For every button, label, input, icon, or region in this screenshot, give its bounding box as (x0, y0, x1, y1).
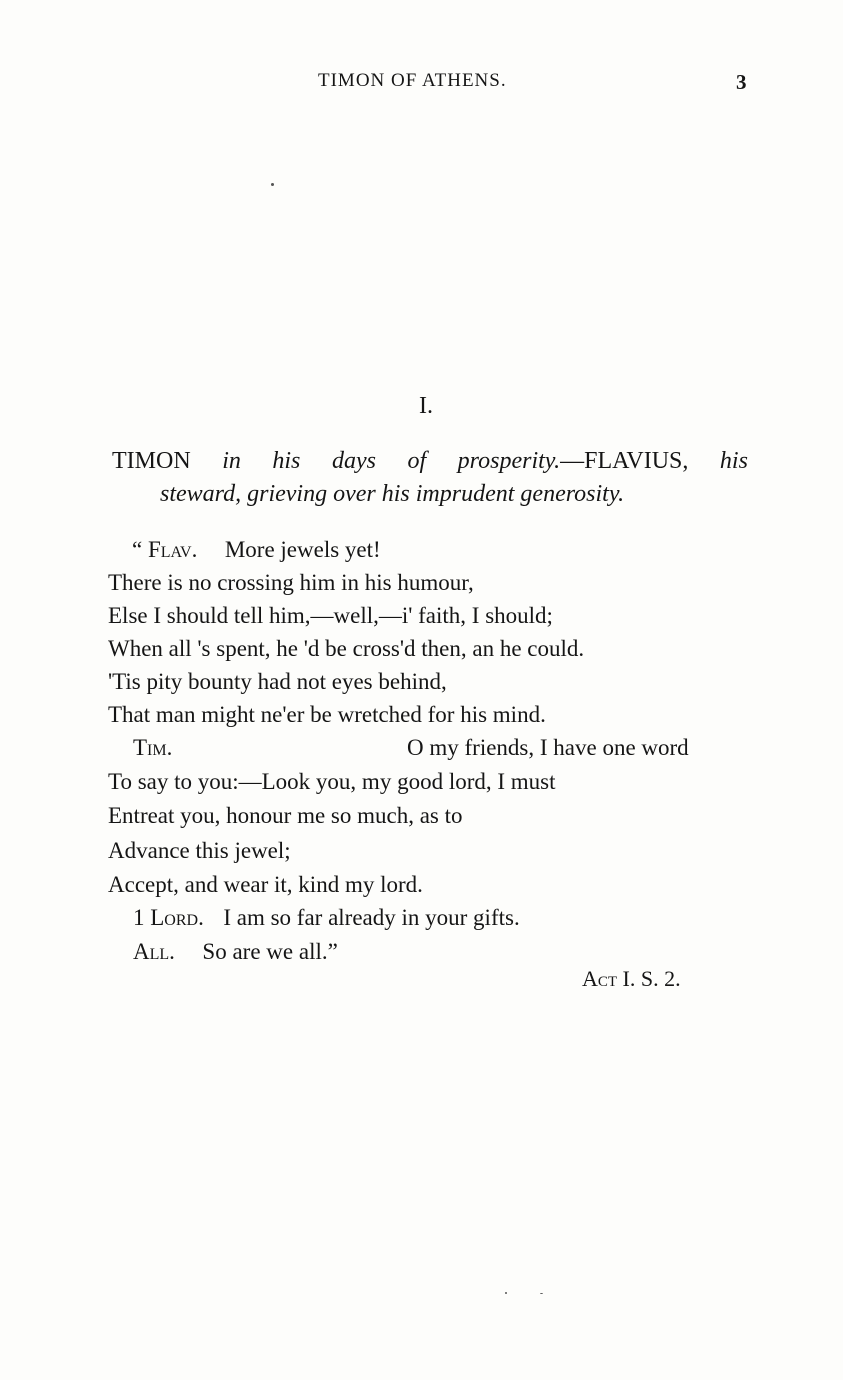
verse-line: There is no crossing him in his humour, (108, 570, 474, 595)
heading-word: prosperity. (457, 448, 561, 474)
speech-text: More jewels yet! (224, 537, 381, 562)
running-title: TIMON OF ATHENS. (318, 70, 507, 91)
verse-line (133, 905, 520, 931)
open-quote: “ (132, 537, 143, 562)
ink-speck (505, 1292, 507, 1294)
heading-word: his (272, 448, 301, 474)
heading-prosperity-flavius (458, 448, 689, 475)
ink-speck (271, 183, 274, 186)
page-number: 3 (736, 70, 748, 94)
verse-line: 'Tis pity bounty had not eyes behind, (108, 669, 447, 694)
speech-text: O my friends, I have one word (407, 735, 689, 760)
heading-name-flavius: —FLAVIUS, (560, 448, 689, 474)
heading-word: days (331, 448, 376, 474)
verse-line: To say to you:—Look you, my good lord, I must (108, 769, 556, 794)
section-numeral: I. (419, 393, 433, 419)
verse-line: Accept, and wear it, kind my lord. (108, 872, 423, 897)
heading-word: in (222, 448, 241, 474)
speaker-tim: Tim. (133, 735, 173, 760)
verse-line: Advance this jewel; (108, 838, 291, 863)
speaker-flav: Flav. (147, 537, 198, 562)
verse-line (132, 537, 381, 563)
verse-line: Else I should tell him,—well,—i' faith, I should; (108, 603, 553, 628)
verse-line: When all 's spent, he 'd be cross'd then, an he could. (108, 636, 585, 661)
verse-line: That man might ne'er be wretched for his mind. (108, 702, 546, 727)
speech-text: So are we all.” (202, 939, 338, 964)
speaker-first-lord: 1 Lord. (133, 905, 204, 930)
heading-word: his (719, 448, 748, 474)
ink-speck (540, 1293, 543, 1294)
heading-name-timon: TIMON (112, 448, 191, 474)
speech-text: I am so far already in your gifts. (223, 905, 520, 930)
heading-line-1 (112, 448, 748, 475)
verse-line: Entreat you, honour me so much, as to (108, 803, 463, 828)
heading-word: of (407, 448, 427, 474)
act-scene-citation: Act I. S. 2. (582, 966, 681, 991)
verse-line (133, 939, 338, 965)
heading-line-2: steward, grieving over his imprudent generosity. (160, 481, 625, 507)
speaker-all: All. (133, 939, 175, 964)
